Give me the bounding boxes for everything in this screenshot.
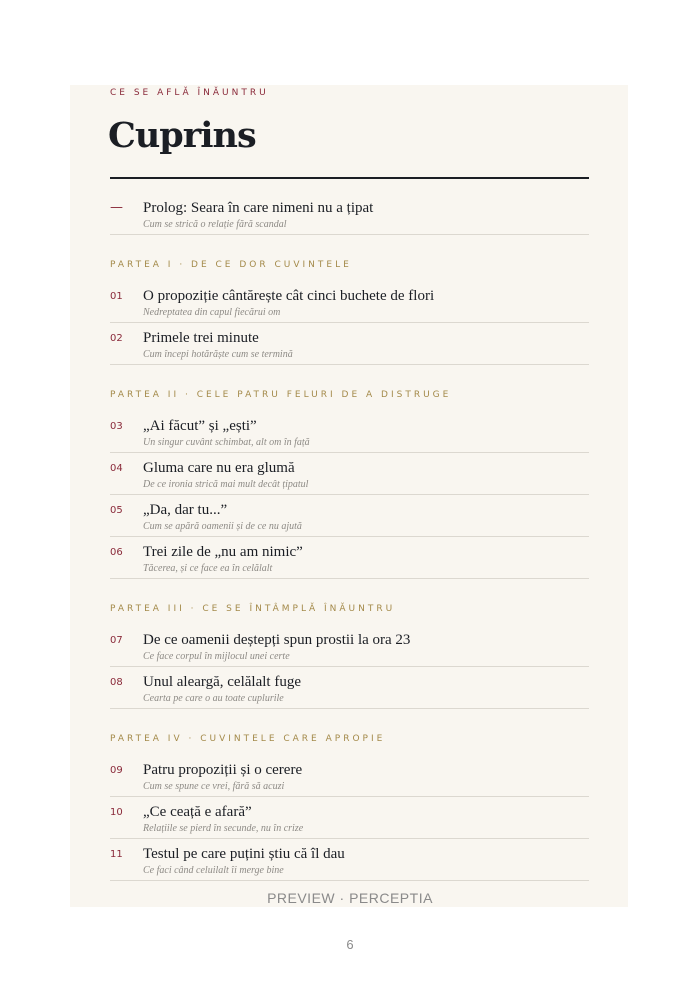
toc-entry-prolog[interactable] bbox=[110, 193, 589, 235]
entry-number: 07 bbox=[110, 635, 123, 646]
entry-subtitle: Cearta pe care o au toate cuplurile bbox=[143, 693, 284, 704]
entry-number: 08 bbox=[110, 677, 123, 688]
part-heading bbox=[110, 709, 589, 755]
entry-subtitle: Cum începi hotărăște cum se termină bbox=[143, 349, 293, 360]
entry-subtitle: Cum se strică o relație fără scandal bbox=[143, 219, 287, 230]
entry-number: 09 bbox=[110, 765, 123, 776]
entry-title: Trei zile de „nu am nimic” bbox=[143, 544, 303, 560]
part-label: PARTEA III · CE SE ÎNTÂMPLĂ ÎNĂUNTRU bbox=[110, 604, 396, 614]
entry-number: 10 bbox=[110, 807, 123, 818]
entry-title: „Ai făcut” și „ești” bbox=[143, 418, 257, 434]
part-heading bbox=[110, 579, 589, 625]
page-sheet bbox=[70, 85, 628, 907]
toc-entry[interactable] bbox=[110, 281, 589, 323]
entry-subtitle: Nedreptatea din capul fiecărui om bbox=[143, 307, 281, 318]
entry-title: Patru propoziții și o cerere bbox=[143, 762, 303, 778]
title-divider bbox=[110, 177, 589, 179]
entry-subtitle: Ce faci când celuilalt îi merge bine bbox=[143, 865, 284, 876]
entry-title: Gluma care nu era glumă bbox=[143, 460, 295, 476]
entry-number: — bbox=[110, 200, 123, 215]
entry-title: De ce oamenii deștepți spun prostii la ora 23 bbox=[143, 632, 411, 648]
entry-title: Primele trei minute bbox=[143, 330, 259, 346]
part-heading bbox=[110, 235, 589, 281]
entry-number: 06 bbox=[110, 547, 123, 558]
entry-number: 11 bbox=[110, 849, 123, 860]
page-title: Cuprins bbox=[108, 115, 256, 156]
section-kicker: CE SE AFLĂ ÎNĂUNTRU bbox=[110, 88, 269, 98]
entry-title: „Ce ceață e afară” bbox=[143, 804, 252, 820]
toc-entry[interactable] bbox=[110, 453, 589, 495]
page-number: 6 bbox=[346, 937, 354, 952]
entry-number: 02 bbox=[110, 333, 123, 344]
table-of-contents bbox=[110, 193, 589, 881]
entry-title: Unul aleargă, celălalt fuge bbox=[143, 674, 301, 690]
entry-title: Testul pe care puțini știu că îl dau bbox=[143, 846, 345, 862]
entry-title: Prolog: Seara în care nimeni nu a țipat bbox=[143, 200, 374, 216]
entry-number: 04 bbox=[110, 463, 123, 474]
entry-subtitle: Relațiile se pierd în secunde, nu în crize bbox=[143, 823, 304, 834]
toc-entry[interactable] bbox=[110, 411, 589, 453]
part-label: PARTEA II · CELE PATRU FELURI DE A DISTRUGE bbox=[110, 390, 452, 400]
preview-watermark: PREVIEW · PERCEPTIA bbox=[267, 890, 433, 906]
entry-title: O propoziție cântărește cât cinci buchete de flori bbox=[143, 288, 435, 304]
entry-subtitle: Cum se spune ce vrei, fără să acuzi bbox=[143, 781, 285, 792]
entry-number: 05 bbox=[110, 505, 123, 516]
toc-entry[interactable] bbox=[110, 537, 589, 579]
entry-subtitle: Un singur cuvânt schimbat, alt om în față bbox=[143, 437, 310, 448]
toc-entry[interactable] bbox=[110, 495, 589, 537]
entry-subtitle: Cum se apără oamenii și de ce nu ajută bbox=[143, 521, 302, 532]
part-label: PARTEA IV · CUVINTELE CARE APROPIE bbox=[110, 734, 386, 744]
entry-subtitle: Ce face corpul în mijlocul unei certe bbox=[143, 651, 290, 662]
toc-entry[interactable] bbox=[110, 797, 589, 839]
toc-entry[interactable] bbox=[110, 755, 589, 797]
entry-title: „Da, dar tu...” bbox=[143, 502, 228, 518]
part-label: PARTEA I · DE CE DOR CUVINTELE bbox=[110, 260, 352, 270]
part-heading bbox=[110, 365, 589, 411]
entry-subtitle: De ce ironia strică mai mult decât țipatul bbox=[143, 479, 309, 490]
toc-entry[interactable] bbox=[110, 839, 589, 881]
entry-number: 03 bbox=[110, 421, 123, 432]
toc-entry[interactable] bbox=[110, 667, 589, 709]
entry-number: 01 bbox=[110, 291, 123, 302]
entry-subtitle: Tăcerea, și ce face ea în celălalt bbox=[143, 563, 273, 574]
toc-entry[interactable] bbox=[110, 625, 589, 667]
toc-entry[interactable] bbox=[110, 323, 589, 365]
